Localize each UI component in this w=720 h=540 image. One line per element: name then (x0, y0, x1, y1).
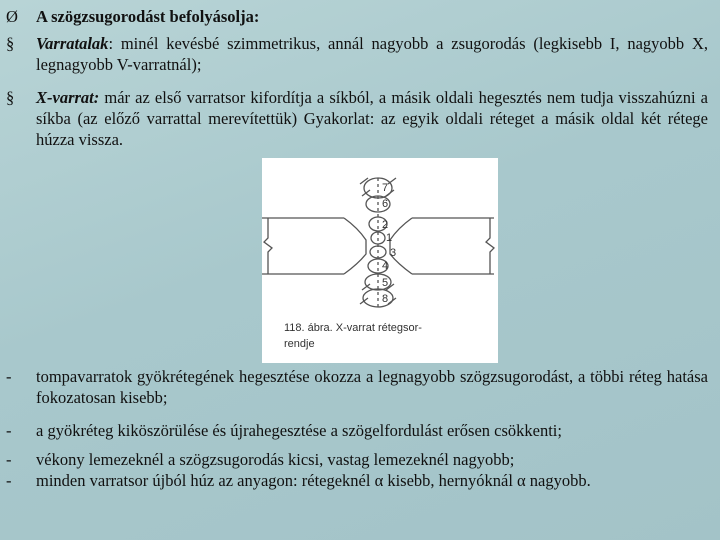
bullet-item-varratalak (6, 33, 708, 75)
x-weld-figure (262, 158, 498, 363)
layer-label: 3 (390, 247, 397, 259)
layer-label: 4 (382, 260, 389, 272)
dash-item-lemezvastagsag (6, 449, 708, 470)
dash-bullet-icon: - (6, 450, 12, 469)
bullet-body: már az első varratsor kifordítja a síkból, a másik oldali hegesztés nem tudja visszahúzni a síkba (az előző varrattal merevítettük) Gyakorlat: az egyik oldali réteget a másik oldal két rétege húzza vissza. (36, 88, 708, 149)
dash-item-text: minden varratsor újból húz az anyagon: rétegeknél α kisebb, hernyóknál α nagyobb. (36, 471, 591, 490)
groove-left-outline (344, 218, 366, 274)
bullet-item-x-varrat (6, 87, 708, 150)
dash-item-varratsor (6, 470, 708, 491)
section-heading: A szögzsugorodást befolyásolja: (36, 7, 260, 26)
left-break-line (264, 218, 272, 274)
dash-bullet-icon: - (6, 471, 12, 490)
dash-item-text: a gyökréteg kiköszörülése és újrahegesztése a szögelfordulást erősen csökkenti; (36, 421, 562, 440)
layer-label: 1 (386, 232, 393, 244)
layer-label: 6 (382, 198, 389, 210)
arrow-bullet-icon: Ø (6, 7, 18, 26)
square-bullet-icon: § (6, 34, 15, 53)
dash-item-text: vékony lemezeknél a szögzsugorodás kicsi, vastag lemezeknél nagyobb; (36, 450, 515, 469)
dash-bullet-icon: - (6, 367, 12, 386)
dash-bullet-icon: - (6, 421, 12, 440)
layer-label: 2 (382, 219, 389, 231)
x-weld-diagram (262, 158, 498, 363)
dash-item-gyokreteg (6, 366, 708, 408)
figure-caption-line-1: 118. ábra. X-varrat rétegsor- (284, 322, 422, 334)
figure-caption-line-2: rendje (284, 338, 315, 350)
heading-row (6, 6, 708, 27)
dash-item-kikoszorules (6, 420, 708, 441)
layer-label: 8 (382, 293, 389, 305)
bullet-body: : minél kevésbé szimmetrikus, annál nagyobb a zsugorodás (legkisebb I, nagyobb X, legnagyobb V-varratnál); (36, 34, 708, 74)
dash-item-text: tompavarratok gyökrétegének hegesztése okozza a legnagyobb szögzsugorodást, a többi réteg hatása fokozatosan kisebb; (36, 367, 708, 407)
bullet-text (36, 33, 708, 75)
bullet-lead: Varratalak (36, 34, 109, 53)
bullet-text (36, 87, 708, 150)
layer-label: 5 (382, 277, 389, 289)
layer-label: 7 (382, 182, 389, 194)
square-bullet-icon: § (6, 88, 15, 107)
bullet-lead: X-varrat: (36, 88, 100, 107)
groove-right-outline (390, 218, 412, 274)
right-break-line (486, 218, 494, 274)
